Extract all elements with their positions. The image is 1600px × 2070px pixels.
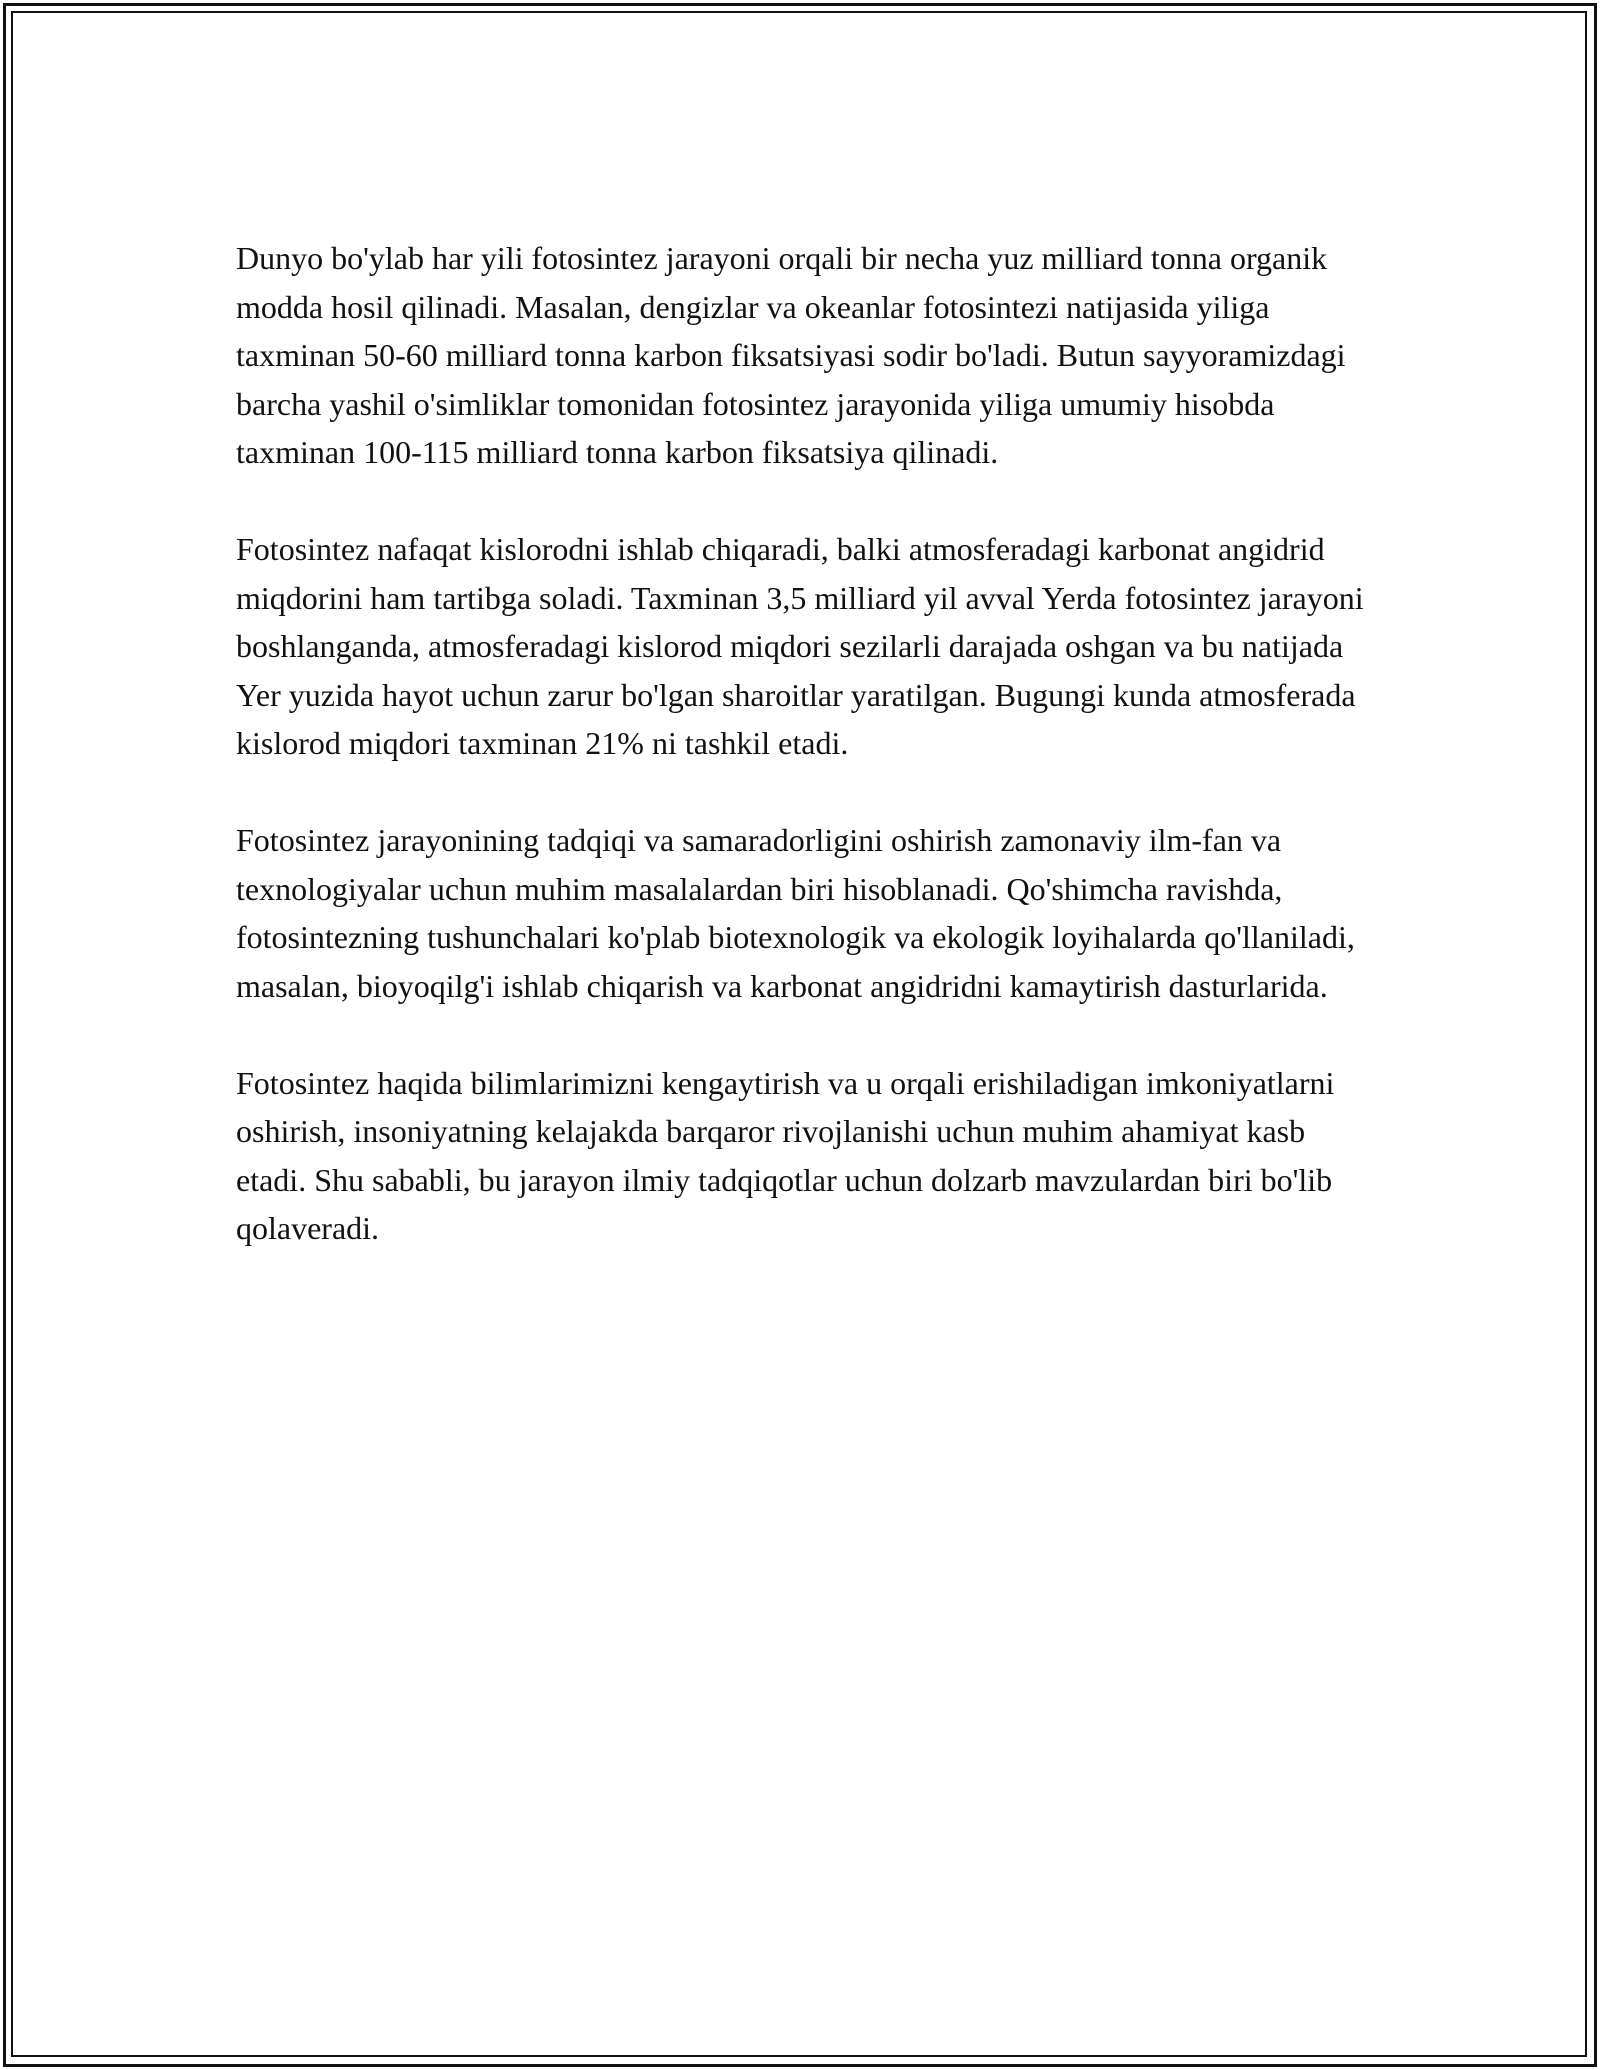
paragraph-2: Fotosintez nafaqat kislorodni ishlab chiqaradi, balki atmosferadagi karbonat angidrid miqdorini ham tartibga soladi. Taxminan 3,5 milliard yil avval Yerda fotosintez jarayoni boshlanganda, atmosferadagi kislorod miqdori sezilarli darajada oshgan va bu natijada Yer yuzida hayot uchun zarur bo'lgan sharoitlar yaratilgan. Bugungi kunda atmosferada kislorod miqdori taxminan 21% ni tashkil etadi. xyxy=(236,531,1364,761)
paragraph-4: Fotosintez haqida bilimlarimizni kengaytirish va u orqali erishiladigan imkoniyatlarni oshirish, insoniyatning kelajakda barqaror rivojlanishi uchun muhim ahamiyat kasb etadi. Shu sababli, bu jarayon ilmiy tadqiqotlar uchun dolzarb mavzulardan biri bo'lib qolaveradi. xyxy=(236,1064,1335,1246)
paragraph-3: Fotosintez jarayonining tadqiqi va samaradorligini oshirish zamonaviy ilm-fan va texnologiyalar uchun muhim masalalardan biri hisoblanadi. Qo'shimcha ravishda, fotosintezning tushunchalari ko'plab biotexnologik va ekologik loyihalarda qo'llaniladi, masalan, bioyoqilg'i ishlab chiqarish va karbonat angidridni kamaytirish dasturlarida. xyxy=(236,822,1355,1004)
paragraph-1: Dunyo bo'ylab har yili fotosintez jarayoni orqali bir necha yuz milliard tonna organik modda hosil qilinadi. Masalan, dengizlar va okeanlar fotosintezi natijasida yiliga taxminan 50-60 milliard tonna karbon fiksatsiyasi sodir bo'ladi. Butun sayyoramizdagi barcha yashil o'simliklar tomonidan fotosintez jarayonida yiliga umumiy hisobda taxminan 100-115 milliard tonna karbon fiksatsiya qilinadi. xyxy=(236,240,1346,470)
document-body xyxy=(236,234,1376,1253)
